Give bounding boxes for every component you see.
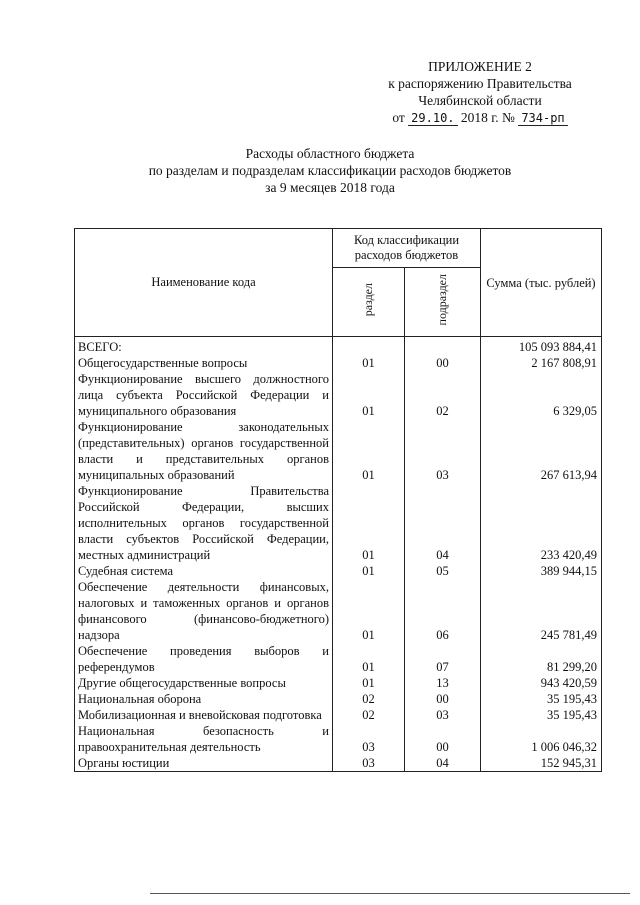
- row-section: 03: [333, 723, 405, 755]
- row-sum: 6 329,05: [481, 371, 602, 419]
- row-subsection: 00: [405, 691, 481, 707]
- row-sum: 81 299,20: [481, 643, 602, 675]
- header-classification-code: Код классификации расходов бюджетов: [333, 229, 481, 268]
- row-section: 01: [333, 355, 405, 371]
- row-sum: 233 420,49: [481, 483, 602, 563]
- row-subsection: [405, 337, 481, 356]
- row-section: 01: [333, 419, 405, 483]
- appendix-title: ПРИЛОЖЕНИЕ 2: [428, 59, 532, 74]
- table-row: [75, 723, 602, 755]
- row-section: 01: [333, 579, 405, 643]
- row-name: Мобилизационная и вневойсковая подготовка: [75, 707, 333, 723]
- document-title: [60, 145, 600, 196]
- row-sum: 35 195,43: [481, 707, 602, 723]
- row-sum: 2 167 808,91: [481, 355, 602, 371]
- row-subsection: 06: [405, 579, 481, 643]
- title-line-3: за 9 месяцев 2018 года: [265, 180, 395, 195]
- table-row: [75, 337, 602, 356]
- row-name: Судебная система: [75, 563, 333, 579]
- date-value: 29.10.: [408, 111, 457, 126]
- row-subsection: 02: [405, 371, 481, 419]
- row-sum: 105 093 884,41: [481, 337, 602, 356]
- row-name: Другие общегосударственные вопросы: [75, 675, 333, 691]
- row-sum: 152 945,31: [481, 755, 602, 772]
- header-subsection: подраздел: [405, 268, 481, 337]
- row-sum: 1 006 046,32: [481, 723, 602, 755]
- table-row: [75, 579, 602, 643]
- title-line-2: по разделам и подразделам классификации расходов бюджетов: [148, 163, 512, 178]
- row-sum: 389 944,15: [481, 563, 602, 579]
- row-sum: 245 781,49: [481, 579, 602, 643]
- appendix-line-1: к распоряжению Правительства: [388, 76, 572, 91]
- page-bottom-divider: [150, 893, 630, 894]
- header-section: раздел: [333, 268, 405, 337]
- row-name: Органы юстиции: [75, 755, 333, 772]
- row-subsection: 03: [405, 707, 481, 723]
- row-sum: 267 613,94: [481, 419, 602, 483]
- appendix-reference: [330, 109, 630, 127]
- row-section: 02: [333, 707, 405, 723]
- row-subsection: 03: [405, 419, 481, 483]
- table-row: [75, 691, 602, 707]
- row-subsection: 05: [405, 563, 481, 579]
- row-name: Национальная оборона: [75, 691, 333, 707]
- table-row: [75, 483, 602, 563]
- table-row: [75, 371, 602, 419]
- appendix-line-2: Челябинской области: [418, 93, 542, 108]
- row-sum: 35 195,43: [481, 691, 602, 707]
- row-name: Обеспечение деятельности финансовых, налоговых и таможенных органов и органов финансового (финансово-бюджетного) надзора: [75, 579, 333, 643]
- row-name: Функционирование высшего должностного лица субъекта Российской Федерации и муниципального образования: [75, 371, 333, 419]
- appendix-header: [330, 58, 630, 127]
- row-section: 01: [333, 483, 405, 563]
- table-row: [75, 707, 602, 723]
- table-row: [75, 355, 602, 371]
- row-name: Общегосударственные вопросы: [75, 355, 333, 371]
- year-text: 2018 г. №: [460, 110, 515, 125]
- header-sum: Сумма (тыс. рублей): [481, 229, 602, 337]
- table-row: [75, 419, 602, 483]
- row-section: 03: [333, 755, 405, 772]
- table-row: [75, 643, 602, 675]
- title-line-1: Расходы областного бюджета: [245, 146, 415, 161]
- row-section: 01: [333, 675, 405, 691]
- row-section: 02: [333, 691, 405, 707]
- row-section: [333, 337, 405, 356]
- row-subsection: 04: [405, 483, 481, 563]
- table-row: [75, 675, 602, 691]
- date-prefix: от: [392, 110, 405, 125]
- expenses-table: [74, 228, 602, 772]
- table-row: [75, 755, 602, 772]
- row-name: Обеспечение проведения выборов и референдумов: [75, 643, 333, 675]
- row-subsection: 00: [405, 723, 481, 755]
- row-subsection: 00: [405, 355, 481, 371]
- row-section: 01: [333, 563, 405, 579]
- header-name: Наименование кода: [75, 229, 333, 337]
- row-section: 01: [333, 643, 405, 675]
- row-subsection: 13: [405, 675, 481, 691]
- row-section: 01: [333, 371, 405, 419]
- row-name: Функционирование Правительства Российской Федерации, высших исполнительных органов государственной власти субъектов Российской Федерации, местных администраций: [75, 483, 333, 563]
- row-subsection: 04: [405, 755, 481, 772]
- table-row: [75, 563, 602, 579]
- row-name: Национальная безопасность и правоохранительная деятельность: [75, 723, 333, 755]
- row-subsection: 07: [405, 643, 481, 675]
- row-name: Функционирование законодательных (представительных) органов государственной власти и представительных органов муниципальных образований: [75, 419, 333, 483]
- order-number: 734-рп: [518, 111, 567, 126]
- row-sum: 943 420,59: [481, 675, 602, 691]
- row-name: ВСЕГО:: [75, 337, 333, 356]
